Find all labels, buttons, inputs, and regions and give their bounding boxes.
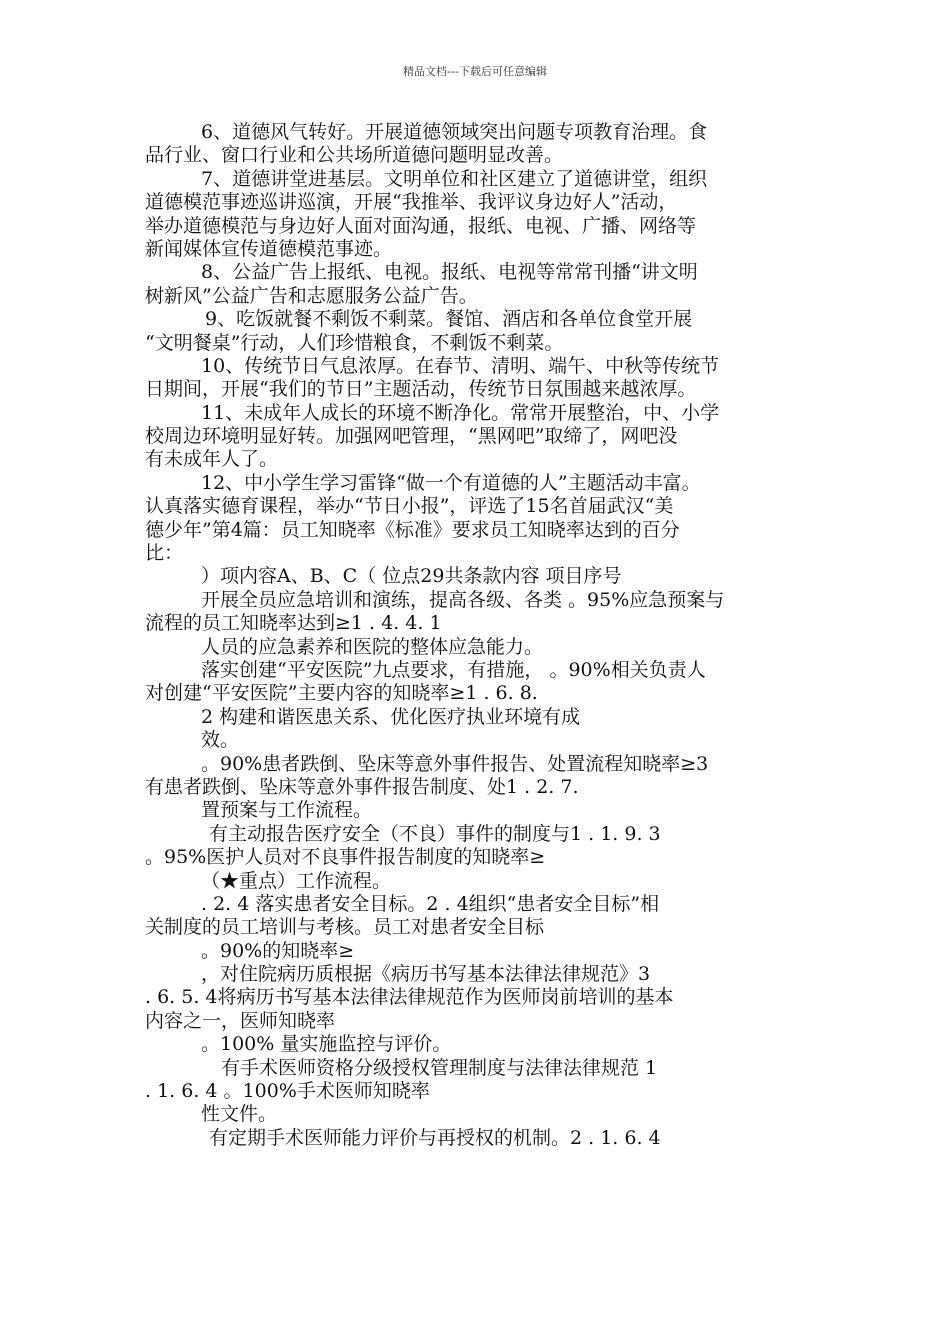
text-line: 2 构建和谐医患关系、优化医疗执业环境有成	[201, 705, 581, 728]
text-line: 有未成年人了。	[145, 448, 279, 471]
text-line: ）项内容A、B、C（ 位点29共条款内容 项目序号	[201, 565, 622, 588]
text-line: 开展全员应急培训和演练，提高各级、各类 。95%应急预案与	[201, 588, 725, 611]
text-line: 新闻媒体宣传道德模范事迹。	[145, 237, 393, 260]
text-line: 有患者跌倒、坠床等意外事件报告制度、处1 . 2. 7.	[145, 775, 579, 798]
text-line: 品行业、窗口行业和公共场所道德问题明显改善。	[145, 144, 564, 167]
text-line: 。90%患者跌倒、坠床等意外事件报告、处置流程知晓率≥3	[201, 752, 709, 775]
text-line: 内容之一，医师知晓率	[145, 1009, 336, 1032]
text-line: . 2. 4 落实患者安全目标。2 . 4组织“患者安全目标”相	[201, 892, 660, 915]
text-line: 对创建“平安医院”主要内容的知晓率≥1 . 6. 8.	[145, 682, 538, 705]
document-body	[145, 121, 810, 1150]
text-line: 流程的员工知晓率达到≥1 . 4. 4. 1	[145, 612, 442, 635]
text-line: 7、道德讲堂进基层。文明单位和社区建立了道德讲堂，组织	[201, 167, 708, 190]
text-line: 。95%医护人员对不良事件报告制度的知晓率≥	[145, 846, 546, 869]
text-line: 关制度的员工培训与考核。员工对患者安全目标	[145, 916, 545, 939]
text-line: 10、传统节日气息浓厚。在春节、清明、端午、中秋等传统节	[201, 354, 720, 377]
text-line: 落实创建“平安医院”九点要求，有措施， 。90%相关负责人	[201, 658, 706, 681]
text-line: 日期间，开展“我们的节日”主题活动，传统节日氛围越来越浓厚。	[145, 378, 697, 401]
page-header: 精品文档---下载后可任意编辑	[403, 65, 547, 78]
text-line: ，对住院病历质根据《病历书写基本法律法律规范》3	[201, 963, 651, 986]
text-line: 11、未成年人成长的环境不断净化。常常开展整治，中、小学	[201, 401, 720, 424]
text-line: 比：	[145, 542, 184, 565]
text-line: 举办道德模范与身边好人面对面沟通，报纸、电视、广播、网络等	[145, 214, 697, 237]
text-line: 。100% 量实施监控与评价。	[201, 1033, 452, 1056]
text-line: 有手术医师资格分级授权管理制度与法律法律规范 1	[221, 1056, 658, 1079]
text-line: 有定期手术医师能力评价与再授权的机制。2 . 1. 6. 4	[209, 1126, 661, 1149]
text-line: 性文件。	[201, 1103, 278, 1126]
text-line: . 1. 6. 4 。100%手术医师知晓率	[145, 1080, 430, 1103]
text-line: “文明餐桌”行动，人们珍惜粮食，不剩饭不剩菜。	[145, 331, 564, 354]
text-line: 效。	[201, 729, 240, 752]
text-line: 9、吃饭就餐不剩饭不剩菜。餐馆、酒店和各单位食堂开展	[205, 308, 693, 331]
text-line: （★重点）工作流程。	[201, 869, 392, 892]
text-line: 12、中小学生学习雷锋“做一个有道德的人”主题活动丰富。	[201, 471, 701, 494]
text-line: 6、道德风气转好。开展道德领域突出问题专项教育治理。食	[201, 121, 708, 143]
text-line: . 6. 5. 4将病历书写基本法律法律规范作为医师岗前培训的基本	[145, 986, 674, 1009]
text-line: 认真落实德育课程，举办“节日小报”，评选了15名首届武汉“美	[145, 495, 674, 518]
text-line: 道德模范事迹巡讲巡演，开展“我推举、我评议身边好人”活动，	[145, 191, 678, 214]
text-line: 置预案与工作流程。	[201, 799, 373, 822]
text-line: 德少年”第4篇：员工知晓率《标准》要求员工知晓率达到的百分	[145, 518, 680, 541]
text-line: 有主动报告医疗安全（不良）事件的制度与1 . 1. 9. 3	[209, 822, 661, 845]
text-line: 校周边环境明显好转。加强网吧管理，“黑网吧”取缔了，网吧没	[145, 425, 678, 448]
text-line: 8、公益广告上报纸、电视。报纸、电视等常常刊播“讲文明	[201, 261, 698, 284]
text-line: 。90%的知晓率≥	[201, 939, 355, 962]
text-line: 树新风”公益广告和志愿服务公益广告。	[145, 284, 478, 307]
text-line: 人员的应急素养和医院的整体应急能力。	[201, 635, 544, 658]
